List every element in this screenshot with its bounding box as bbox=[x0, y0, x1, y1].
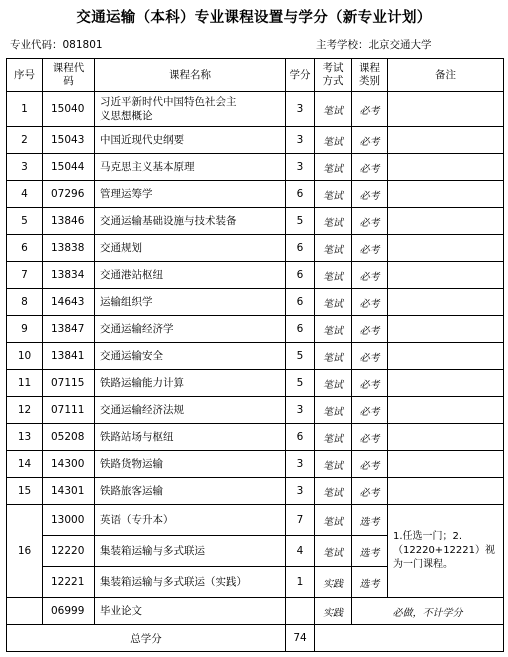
cell-name: 交通运输安全 bbox=[95, 343, 286, 370]
cell-name: 交通规划 bbox=[95, 235, 286, 262]
cell-no: 10 bbox=[7, 343, 43, 370]
table-row bbox=[7, 235, 504, 262]
cell-code: 12221 bbox=[43, 567, 95, 598]
total-label: 总学分 bbox=[7, 625, 286, 652]
total-credit: 74 bbox=[286, 625, 315, 652]
cell-code: 14300 bbox=[43, 451, 95, 478]
cell-credit: 3 bbox=[286, 451, 315, 478]
table-row bbox=[7, 343, 504, 370]
table-row bbox=[7, 424, 504, 451]
cell-no: 9 bbox=[7, 316, 43, 343]
table-row bbox=[7, 451, 504, 478]
cell-type: 必考 bbox=[352, 370, 388, 397]
cell-credit: 3 bbox=[286, 397, 315, 424]
cell-exam: 笔试 bbox=[315, 536, 352, 567]
cell-exam: 笔试 bbox=[315, 424, 352, 451]
cell-no: 12 bbox=[7, 397, 43, 424]
header-code: 课程代码 bbox=[43, 59, 95, 92]
cell-credit: 6 bbox=[286, 181, 315, 208]
cell-note bbox=[388, 397, 504, 424]
cell-note bbox=[388, 262, 504, 289]
table-row-thesis bbox=[7, 598, 504, 625]
cell-name: 铁路货物运输 bbox=[95, 451, 286, 478]
cell-code: 14643 bbox=[43, 289, 95, 316]
cell-exam: 笔试 bbox=[315, 316, 352, 343]
cell-code: 13846 bbox=[43, 208, 95, 235]
table-row bbox=[7, 478, 504, 505]
cell-note bbox=[388, 127, 504, 154]
cell-code: 15044 bbox=[43, 154, 95, 181]
cell-type: 必考 bbox=[352, 235, 388, 262]
cell-code: 12220 bbox=[43, 536, 95, 567]
cell-exam: 笔试 bbox=[315, 478, 352, 505]
cell-code: 13847 bbox=[43, 316, 95, 343]
cell-no: 6 bbox=[7, 235, 43, 262]
table-row-group16 bbox=[7, 505, 504, 536]
cell-no: 7 bbox=[7, 262, 43, 289]
header-exam: 考试方式 bbox=[315, 59, 352, 92]
cell-type: 必考 bbox=[352, 289, 388, 316]
cell-name: 英语（专升本） bbox=[95, 505, 286, 536]
header-credit: 学分 bbox=[286, 59, 315, 92]
cell-type: 必考 bbox=[352, 424, 388, 451]
cell-code: 13838 bbox=[43, 235, 95, 262]
cell-note bbox=[388, 316, 504, 343]
cell-no: 13 bbox=[7, 424, 43, 451]
cell-note bbox=[388, 289, 504, 316]
cell-code: 15043 bbox=[43, 127, 95, 154]
cell-credit: 6 bbox=[286, 424, 315, 451]
major-code: 专业代码：081801 bbox=[10, 39, 103, 51]
cell-note-group16: 1.任选一门；2.（12220+12221）视为一门课程。 bbox=[388, 505, 504, 598]
cell-no: 1 bbox=[7, 92, 43, 127]
cell-note bbox=[388, 478, 504, 505]
cell-exam: 笔试 bbox=[315, 235, 352, 262]
cell-exam: 笔试 bbox=[315, 127, 352, 154]
cell-exam: 笔试 bbox=[315, 181, 352, 208]
cell-name: 习近平新时代中国特色社会主义思想概论 bbox=[95, 92, 286, 127]
cell-type: 必考 bbox=[352, 478, 388, 505]
cell-note bbox=[388, 181, 504, 208]
cell-note bbox=[388, 451, 504, 478]
cell-no: 8 bbox=[7, 289, 43, 316]
cell-exam: 笔试 bbox=[315, 397, 352, 424]
cell-note bbox=[388, 235, 504, 262]
cell-type: 必考 bbox=[352, 451, 388, 478]
table-row bbox=[7, 316, 504, 343]
cell-note bbox=[388, 154, 504, 181]
cell-exam: 笔试 bbox=[315, 154, 352, 181]
cell-credit bbox=[286, 598, 315, 625]
header-note: 备注 bbox=[388, 59, 504, 92]
cell-name: 中国近现代史纲要 bbox=[95, 127, 286, 154]
cell-type: 选考 bbox=[352, 505, 388, 536]
cell-type: 必考 bbox=[352, 127, 388, 154]
cell-credit: 3 bbox=[286, 154, 315, 181]
cell-no: 3 bbox=[7, 154, 43, 181]
cell-type: 必考 bbox=[352, 154, 388, 181]
cell-exam: 实践 bbox=[315, 598, 352, 625]
cell-credit: 5 bbox=[286, 370, 315, 397]
table-header-row bbox=[7, 59, 504, 92]
cell-credit: 3 bbox=[286, 478, 315, 505]
cell-exam: 笔试 bbox=[315, 262, 352, 289]
cell-credit: 7 bbox=[286, 505, 315, 536]
table-row-total bbox=[7, 625, 504, 652]
cell-type: 必考 bbox=[352, 316, 388, 343]
cell-no: 4 bbox=[7, 181, 43, 208]
cell-exam: 笔试 bbox=[315, 370, 352, 397]
page-title: 交通运输（本科）专业课程设置与学分（新专业计划） bbox=[76, 10, 432, 26]
cell-credit: 6 bbox=[286, 316, 315, 343]
cell-credit: 1 bbox=[286, 567, 315, 598]
cell-no bbox=[7, 598, 43, 625]
cell-exam: 笔试 bbox=[315, 451, 352, 478]
table-row bbox=[7, 92, 504, 127]
cell-no: 11 bbox=[7, 370, 43, 397]
cell-credit: 6 bbox=[286, 289, 315, 316]
cell-name: 交通运输基础设施与技术装备 bbox=[95, 208, 286, 235]
cell-code: 05208 bbox=[43, 424, 95, 451]
table-row bbox=[7, 289, 504, 316]
cell-name: 铁路旅客运输 bbox=[95, 478, 286, 505]
cell-no: 14 bbox=[7, 451, 43, 478]
cell-credit: 3 bbox=[286, 127, 315, 154]
cell-code: 13000 bbox=[43, 505, 95, 536]
table-row bbox=[7, 370, 504, 397]
cell-no: 5 bbox=[7, 208, 43, 235]
cell-credit: 3 bbox=[286, 92, 315, 127]
cell-credit: 5 bbox=[286, 343, 315, 370]
cell-code: 06999 bbox=[43, 598, 95, 625]
cell-type: 必考 bbox=[352, 262, 388, 289]
cell-name: 管理运筹学 bbox=[95, 181, 286, 208]
cell-exam: 笔试 bbox=[315, 343, 352, 370]
cell-code: 13834 bbox=[43, 262, 95, 289]
cell-code: 07111 bbox=[43, 397, 95, 424]
course-table bbox=[6, 58, 504, 652]
cell-no: 2 bbox=[7, 127, 43, 154]
cell-code: 15040 bbox=[43, 92, 95, 127]
table-row bbox=[7, 127, 504, 154]
cell-no: 16 bbox=[7, 505, 43, 598]
table-row bbox=[7, 208, 504, 235]
cell-name: 集装箱运输与多式联运（实践） bbox=[95, 567, 286, 598]
cell-credit: 6 bbox=[286, 262, 315, 289]
cell-code: 07296 bbox=[43, 181, 95, 208]
cell-exam: 笔试 bbox=[315, 289, 352, 316]
table-row bbox=[7, 181, 504, 208]
cell-credit: 4 bbox=[286, 536, 315, 567]
cell-name: 交通港站枢纽 bbox=[95, 262, 286, 289]
cell-exam: 笔试 bbox=[315, 92, 352, 127]
cell-name: 铁路站场与枢纽 bbox=[95, 424, 286, 451]
cell-name: 马克思主义基本原理 bbox=[95, 154, 286, 181]
cell-type: 选考 bbox=[352, 536, 388, 567]
cell-name: 集装箱运输与多式联运 bbox=[95, 536, 286, 567]
cell-type: 必考 bbox=[352, 208, 388, 235]
cell-note bbox=[388, 343, 504, 370]
cell-credit: 6 bbox=[286, 235, 315, 262]
exam-school: 主考学校：北京交通大学 bbox=[316, 39, 432, 51]
cell-type: 必考 bbox=[352, 181, 388, 208]
cell-code: 13841 bbox=[43, 343, 95, 370]
cell-type: 必考 bbox=[352, 92, 388, 127]
header-name: 课程名称 bbox=[95, 59, 286, 92]
header-no: 序号 bbox=[7, 59, 43, 92]
cell-note bbox=[388, 424, 504, 451]
cell-name: 交通运输经济学 bbox=[95, 316, 286, 343]
cell-name: 交通运输经济法规 bbox=[95, 397, 286, 424]
header-type: 课程类别 bbox=[352, 59, 388, 92]
cell-exam: 笔试 bbox=[315, 505, 352, 536]
cell-exam: 笔试 bbox=[315, 208, 352, 235]
cell-name: 运输组织学 bbox=[95, 289, 286, 316]
cell-note bbox=[388, 92, 504, 127]
table-row bbox=[7, 154, 504, 181]
cell-type: 必考 bbox=[352, 343, 388, 370]
cell-code: 14301 bbox=[43, 478, 95, 505]
cell-no: 15 bbox=[7, 478, 43, 505]
cell-note bbox=[388, 370, 504, 397]
cell-credit: 5 bbox=[286, 208, 315, 235]
cell-code: 07115 bbox=[43, 370, 95, 397]
cell-exam: 实践 bbox=[315, 567, 352, 598]
total-blank bbox=[315, 625, 504, 652]
table-row bbox=[7, 397, 504, 424]
cell-name: 毕业论文 bbox=[95, 598, 286, 625]
cell-thesis-note: 必做，不计学分 bbox=[352, 598, 504, 625]
cell-type: 选考 bbox=[352, 567, 388, 598]
table-row bbox=[7, 262, 504, 289]
cell-name: 铁路运输能力计算 bbox=[95, 370, 286, 397]
cell-type: 必考 bbox=[352, 397, 388, 424]
cell-note bbox=[388, 208, 504, 235]
